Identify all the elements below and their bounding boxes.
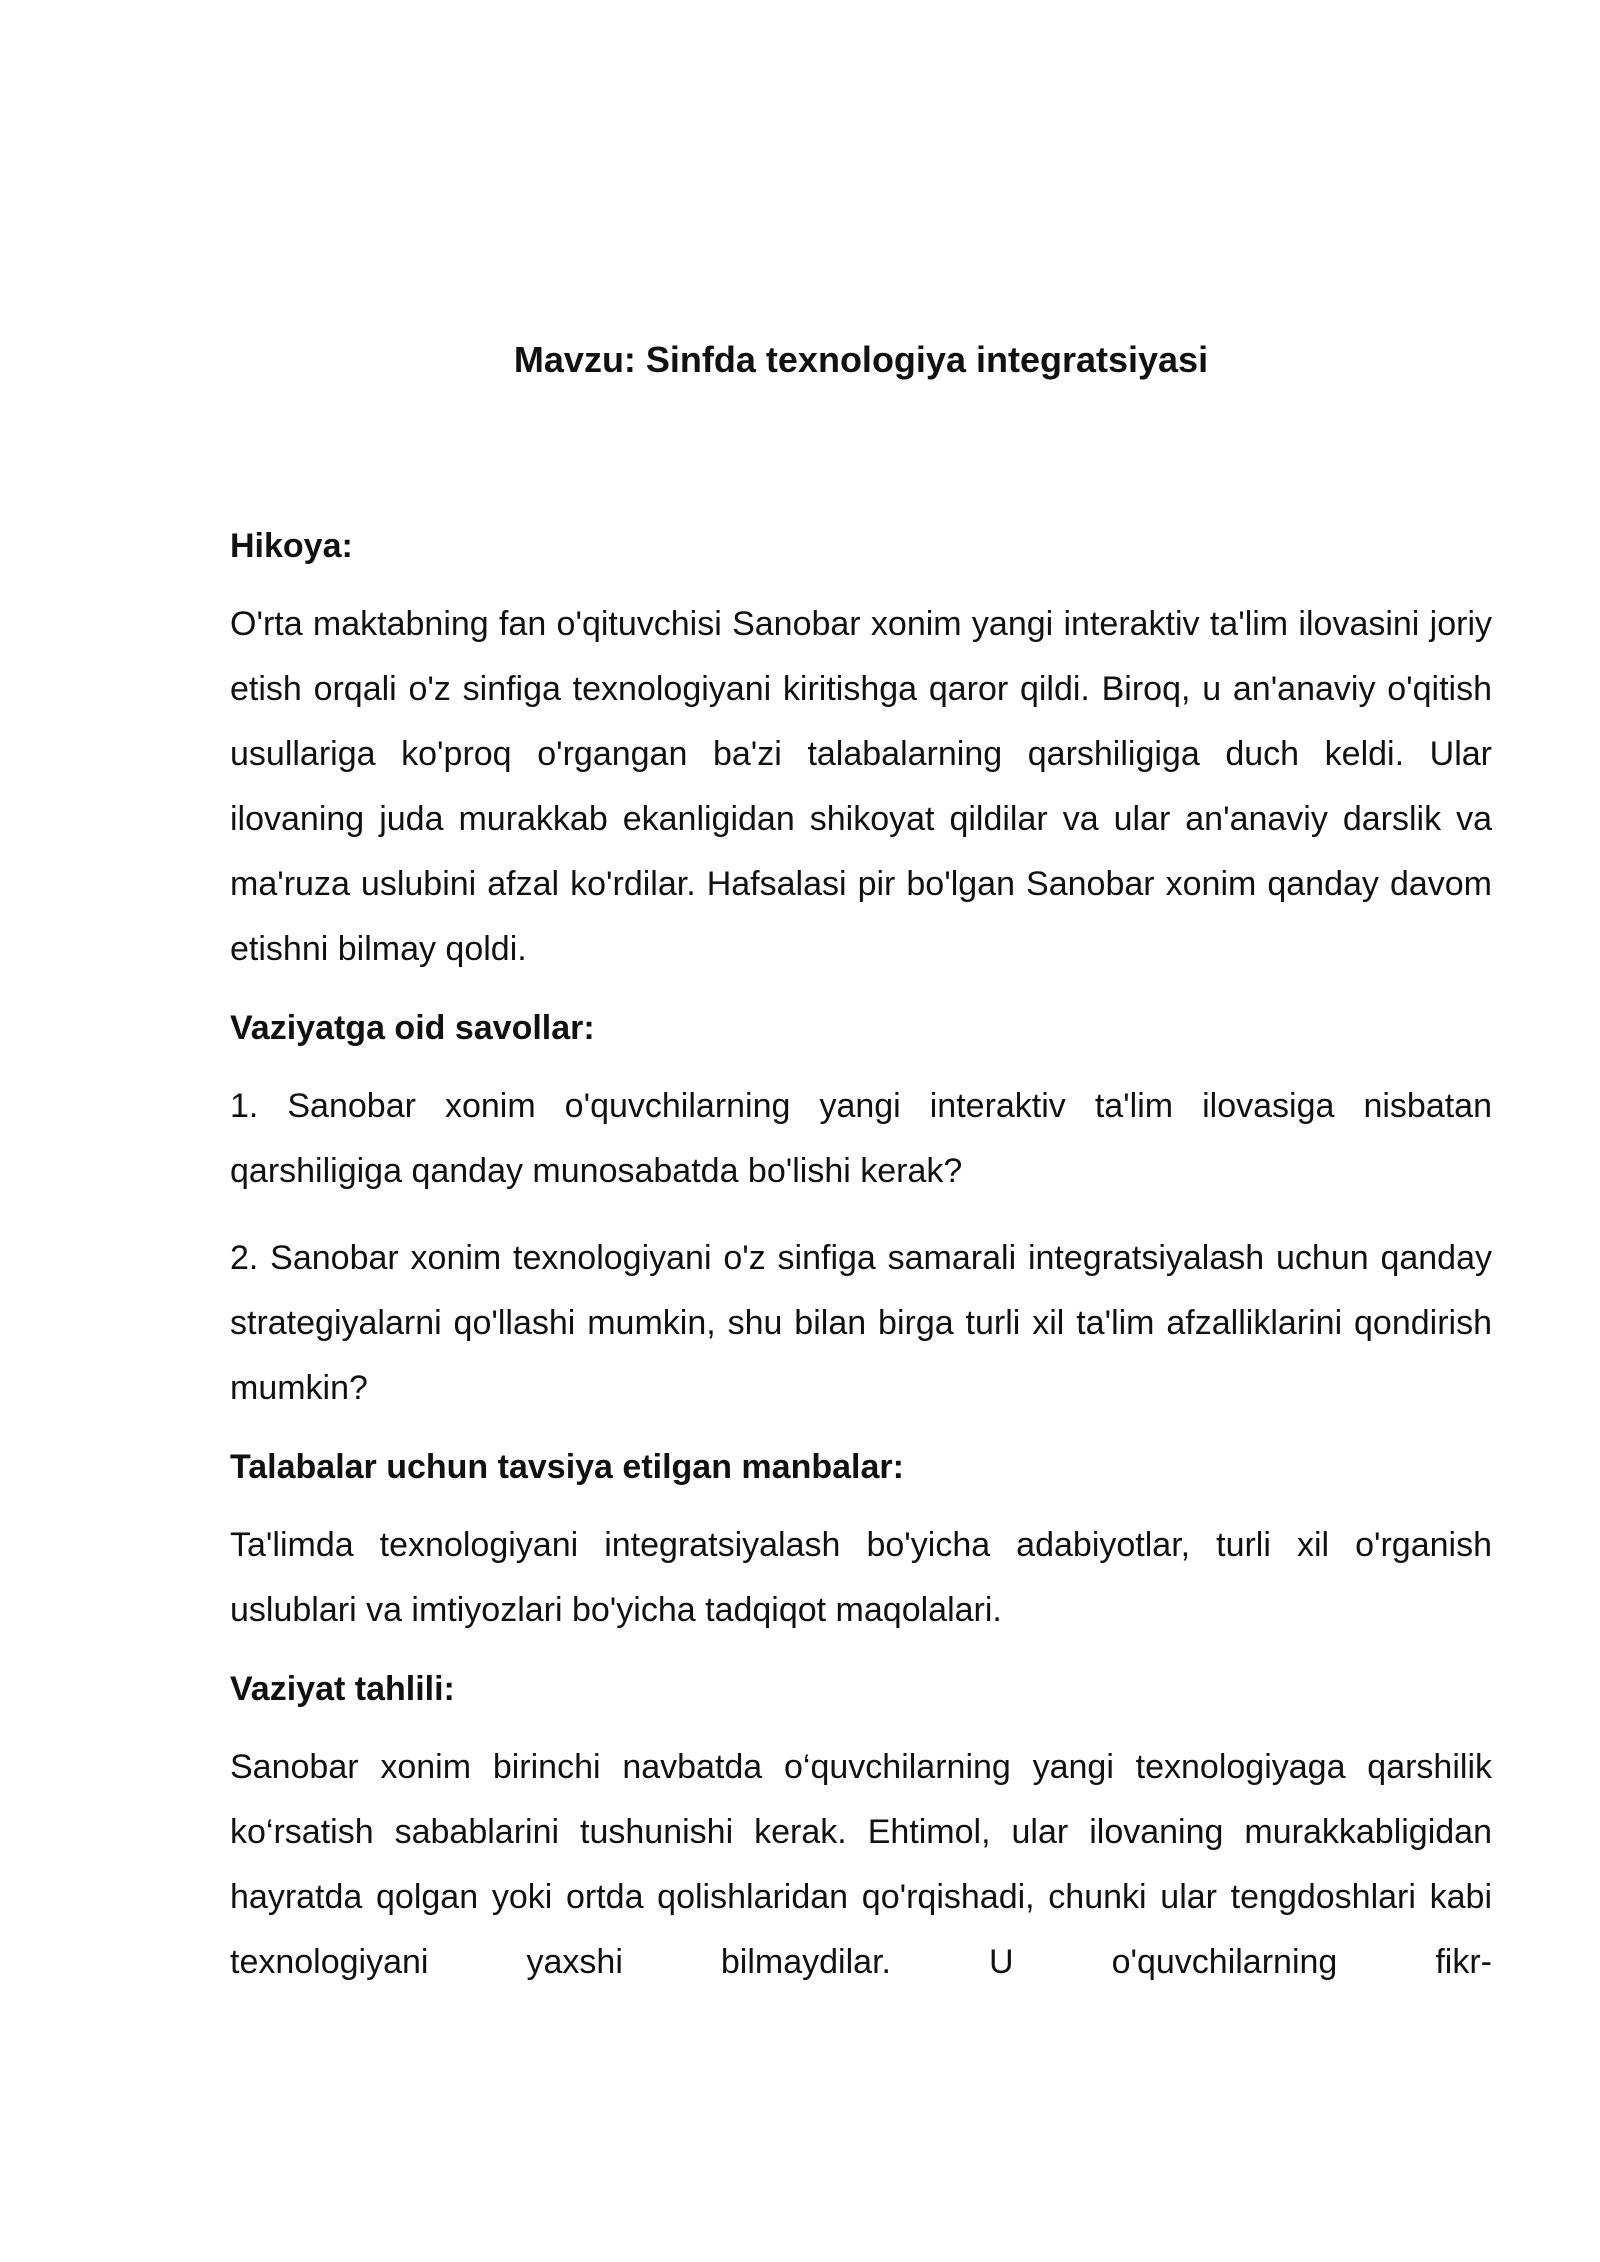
question-item-2: 2. Sanobar xonim texnologiyani o'z sinfiga samarali integratsiyalash uchun qanday strategiyalarni qo'llashi mumkin, shu bilan birga turli xil ta'lim afzalliklarini qondirish mumkin? [230, 1239, 1492, 1407]
resources-paragraph: Ta'limda texnologiyani integratsiyalash bo'yicha adabiyotlar, turli xil o'rganish uslublari va imtiyozlari bo'yicha tadqiqot maqolalari. [230, 1526, 1492, 1629]
questions-heading: Vaziyatga oid savollar: [230, 1009, 595, 1047]
question-item-1: 1. Sanobar xonim o'quvchilarning yangi interaktiv ta'lim ilovasiga nisbatan qarshiligiga qanday munosabatda bo'lishi kerak? [230, 1087, 1492, 1190]
document-body [230, 522, 1492, 2017]
story-paragraph: O'rta maktabning fan o'qituvchisi Sanobar xonim yangi interaktiv ta'lim ilovasini joriy etish orqali o'z sinfiga texnologiyani kiritishga qaror qildi. Biroq, u an'anaviy o'qitish usullariga ko'proq o'rgangan ba'zi talabalarning qarshiligiga duch keldi. Ular ilovaning juda murakkab ekanligidan shikoyat qildilar va ular an'anaviy darslik va ma'ruza uslubini afzal ko'rdilar. Hafsalasi pir bo'lgan Sanobar xonim qanday davom etishni bilmay qoldi. [230, 605, 1492, 968]
document-title: Mavzu: Sinfda texnologiya integratsiyasi [513, 339, 1209, 380]
analysis-heading: Vaziyat tahlili: [230, 1670, 455, 1708]
analysis-paragraph: Sanobar xonim birinchi navbatda o‘quvchilarning yangi texnologiyaga qarshilik ko‘rsatish sabablarini tushunishi kerak. Ehtimol, ular ilovaning murakkabligidan hayratda qolgan yoki ortda qolishlaridan qo'rqishadi, chunki ular tengdoshlari kabi texnologiyani yaxshi bilmaydilar. U o'quvchilarning fikr- [230, 1748, 1492, 1981]
resources-heading: Talabalar uchun tavsiya etilgan manbalar: [230, 1448, 904, 1486]
story-heading: Hikoya: [230, 527, 353, 565]
